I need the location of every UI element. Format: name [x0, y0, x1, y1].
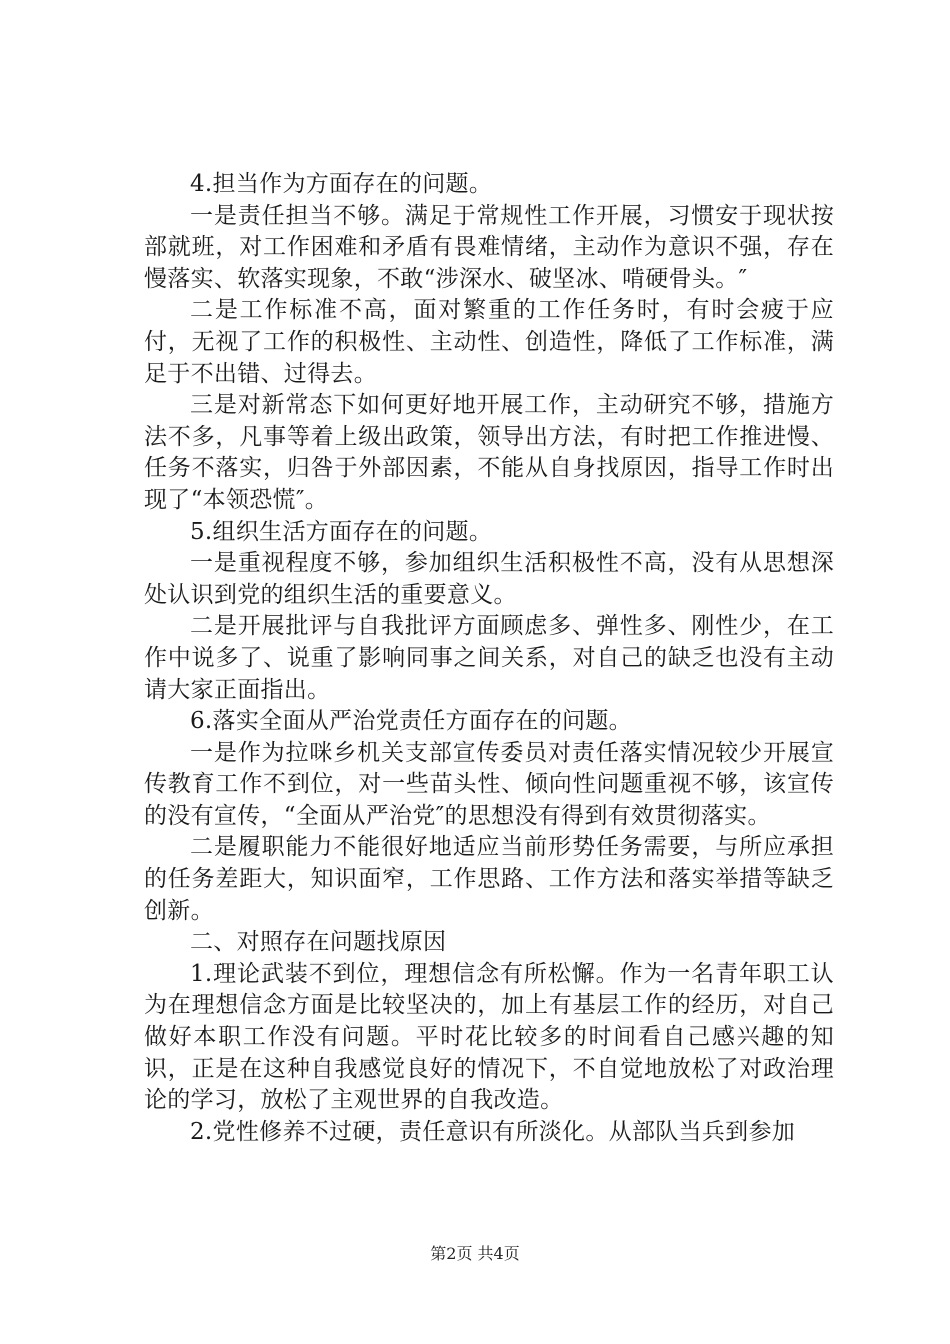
chapter-heading: 二、对照存在问题找原因 — [190, 929, 447, 956]
paragraph: 一是作为拉咪乡机关支部宣传委员对责任落实情况较少开展宣传教育工作不到位，对一些苗头性、倾向性问题重视不够，该宣传的没有宣传，“全面从严治党″的思想没有得到有效贯彻落实。 — [144, 739, 834, 829]
section-heading-6: 6.落实全面从严治党责任方面存在的问题。 — [190, 708, 632, 735]
section-heading-4: 4.担当作为方面存在的问题。 — [190, 171, 493, 197]
paragraph: 1.理论武装不到位，理想信念有所松懈。作为一名青年职工认为在理想信念方面是比较坚决的，加上有基层工作的经历，对自己做好本职工作没有问题。平时花比较多的时间看自己感兴趣的知识，正是在这种自我感觉良好的情况下，不自觉地放松了对政治理论的学习，放松了主观世界的自我改造。 — [144, 960, 834, 1114]
paragraph: 二是开展批评与自我批评方面顾虑多、弹性多、刚性少，在工作中说多了、说重了影响同事之间关系，对自己的缺乏也没有主动请大家正面指出。 — [144, 613, 834, 703]
paragraph: 三是对新常态下如何更好地开展工作，主动研究不够，措施方法不多，凡事等着上级出政策，领导出方法，有时把工作推进慢、任务不落实，归咎于外部因素，不能从自身找原因，指导工作时出现了“本领恐慌″。 — [144, 392, 834, 513]
page-footer: 第2页 共4页 — [430, 1244, 520, 1263]
paragraph: 一是责任担当不够。满足于常规性工作开展，习惯安于现状按部就班，对工作困难和矛盾有畏难情绪，主动作为意识不强，存在慢落实、软落实现象，不敢“涉深水、破坚冰、啃硬骨头。″ — [144, 202, 834, 292]
paragraph: 二是工作标准不高，面对繁重的工作任务时，有时会疲于应付，无视了工作的积极性、主动性、创造性，降低了工作标准，满足于不出错、过得去。 — [144, 297, 834, 387]
paragraph: 二是履职能力不能很好地适应当前形势任务需要，与所应承担的任务差距大，知识面窄，工作思路、工作方法和落实举措等缺乏创新。 — [144, 834, 834, 924]
paragraph: 2.党性修养不过硬，责任意识有所淡化。从部队当兵到参加 — [190, 1118, 796, 1145]
document-body — [144, 169, 834, 1148]
paragraph: 一是重视程度不够，参加组织生活积极性不高，没有从思想深处认识到党的组织生活的重要意义。 — [144, 550, 834, 608]
section-heading-5: 5.组织生活方面存在的问题。 — [190, 518, 493, 545]
